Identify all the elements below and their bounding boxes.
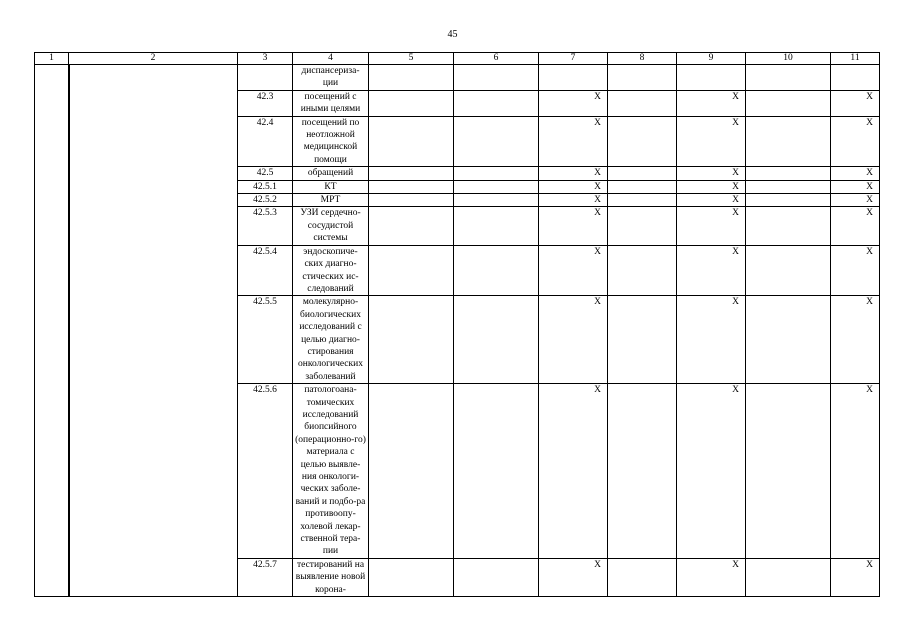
table-body	[35, 65, 880, 597]
cell-col8	[608, 90, 677, 116]
cell-col5	[369, 207, 454, 245]
cell-col7: X	[539, 558, 608, 596]
cell-col8	[608, 194, 677, 207]
cell-col6	[454, 90, 539, 116]
cell-col7: X	[539, 194, 608, 207]
column-header: 10	[746, 53, 831, 65]
cell-col5	[369, 558, 454, 596]
cell-col11: X	[831, 194, 880, 207]
cell-col8	[608, 245, 677, 296]
cell-col10	[746, 90, 831, 116]
row-name: УЗИ сердечно-сосудистой системы	[293, 207, 369, 245]
cell-col2	[69, 65, 238, 597]
cell-col11: X	[831, 90, 880, 116]
row-name: патологоана-томических исследований биопсийного (операционно-го) материала с целью выявле-ния онкологи-ческих заболе-ваний и подбо-ра противоопу-холевой лекар-ственной тера-пии	[293, 384, 369, 559]
column-header: 1	[35, 53, 69, 65]
cell-col7: X	[539, 180, 608, 193]
cell-col6	[454, 384, 539, 559]
row-code: 42.5.1	[238, 180, 293, 193]
cell-col8	[608, 207, 677, 245]
cell-col9: X	[677, 180, 746, 193]
cell-col7	[539, 65, 608, 91]
cell-col5	[369, 245, 454, 296]
cell-col11: X	[831, 180, 880, 193]
cell-col5	[369, 194, 454, 207]
column-header: 7	[539, 53, 608, 65]
cell-col6	[454, 207, 539, 245]
cell-col10	[746, 558, 831, 596]
cell-col11: X	[831, 245, 880, 296]
table-row	[35, 65, 880, 91]
cell-col5	[369, 90, 454, 116]
cell-col11: X	[831, 296, 880, 384]
row-code: 42.5.4	[238, 245, 293, 296]
row-name: тестирований на выявление новой корона-	[293, 558, 369, 596]
cell-col5	[369, 384, 454, 559]
cell-col9: X	[677, 207, 746, 245]
cell-col11: X	[831, 207, 880, 245]
cell-col11: X	[831, 558, 880, 596]
cell-col9: X	[677, 90, 746, 116]
row-code: 42.5.3	[238, 207, 293, 245]
cell-col9: X	[677, 296, 746, 384]
cell-col11: X	[831, 116, 880, 167]
cell-col9: X	[677, 384, 746, 559]
cell-col11: X	[831, 384, 880, 559]
cell-col9	[677, 65, 746, 91]
header-row	[35, 53, 880, 65]
cell-col7: X	[539, 245, 608, 296]
column-header: 9	[677, 53, 746, 65]
row-name: эндоскопиче-ских диагно-стических ис-следований	[293, 245, 369, 296]
cell-col6	[454, 167, 539, 180]
row-code: 42.5.5	[238, 296, 293, 384]
data-table	[34, 52, 880, 597]
cell-col10	[746, 180, 831, 193]
cell-col8	[608, 180, 677, 193]
cell-col8	[608, 296, 677, 384]
cell-col9: X	[677, 116, 746, 167]
cell-col11	[831, 65, 880, 91]
cell-col10	[746, 65, 831, 91]
cell-col6	[454, 245, 539, 296]
row-code	[238, 65, 293, 91]
column-header: 3	[238, 53, 293, 65]
cell-col8	[608, 65, 677, 91]
column-header: 4	[293, 53, 369, 65]
row-name: МРТ	[293, 194, 369, 207]
cell-col10	[746, 207, 831, 245]
row-name: посещений по неотложной медицинской помощи	[293, 116, 369, 167]
row-code: 42.3	[238, 90, 293, 116]
cell-col9: X	[677, 167, 746, 180]
cell-col10	[746, 384, 831, 559]
cell-col8	[608, 384, 677, 559]
cell-col9: X	[677, 245, 746, 296]
row-code: 42.5.7	[238, 558, 293, 596]
column-header: 6	[454, 53, 539, 65]
column-header: 5	[369, 53, 454, 65]
cell-col10	[746, 116, 831, 167]
cell-col6	[454, 65, 539, 91]
cell-col7: X	[539, 384, 608, 559]
cell-col7: X	[539, 167, 608, 180]
cell-col7: X	[539, 296, 608, 384]
cell-col5	[369, 296, 454, 384]
row-code: 42.5.6	[238, 384, 293, 559]
page-number: 45	[447, 29, 458, 40]
cell-col6	[454, 194, 539, 207]
cell-col7: X	[539, 90, 608, 116]
cell-col10	[746, 245, 831, 296]
cell-col5	[369, 65, 454, 91]
row-name: молекулярно-биологических исследований с целью диагно-стирования онкологических заболеваний	[293, 296, 369, 384]
row-name: диспансериза-ции	[293, 65, 369, 91]
cell-col6	[454, 116, 539, 167]
cell-col5	[369, 167, 454, 180]
row-name: КТ	[293, 180, 369, 193]
cell-col11: X	[831, 167, 880, 180]
cell-col6	[454, 296, 539, 384]
cell-col1	[35, 65, 69, 597]
cell-col6	[454, 558, 539, 596]
cell-col9: X	[677, 194, 746, 207]
cell-col10	[746, 194, 831, 207]
cell-col9: X	[677, 558, 746, 596]
cell-col5	[369, 180, 454, 193]
cell-col8	[608, 167, 677, 180]
column-header: 11	[831, 53, 880, 65]
cell-col7: X	[539, 207, 608, 245]
cell-col8	[608, 558, 677, 596]
cell-col5	[369, 116, 454, 167]
row-name: посещений с иными целями	[293, 90, 369, 116]
cell-col8	[608, 116, 677, 167]
cell-col6	[454, 180, 539, 193]
row-name: обращений	[293, 167, 369, 180]
column-header: 8	[608, 53, 677, 65]
cell-col7: X	[539, 116, 608, 167]
row-code: 42.5	[238, 167, 293, 180]
cell-col10	[746, 167, 831, 180]
cell-col10	[746, 296, 831, 384]
row-code: 42.4	[238, 116, 293, 167]
row-code: 42.5.2	[238, 194, 293, 207]
column-header: 2	[69, 53, 238, 65]
